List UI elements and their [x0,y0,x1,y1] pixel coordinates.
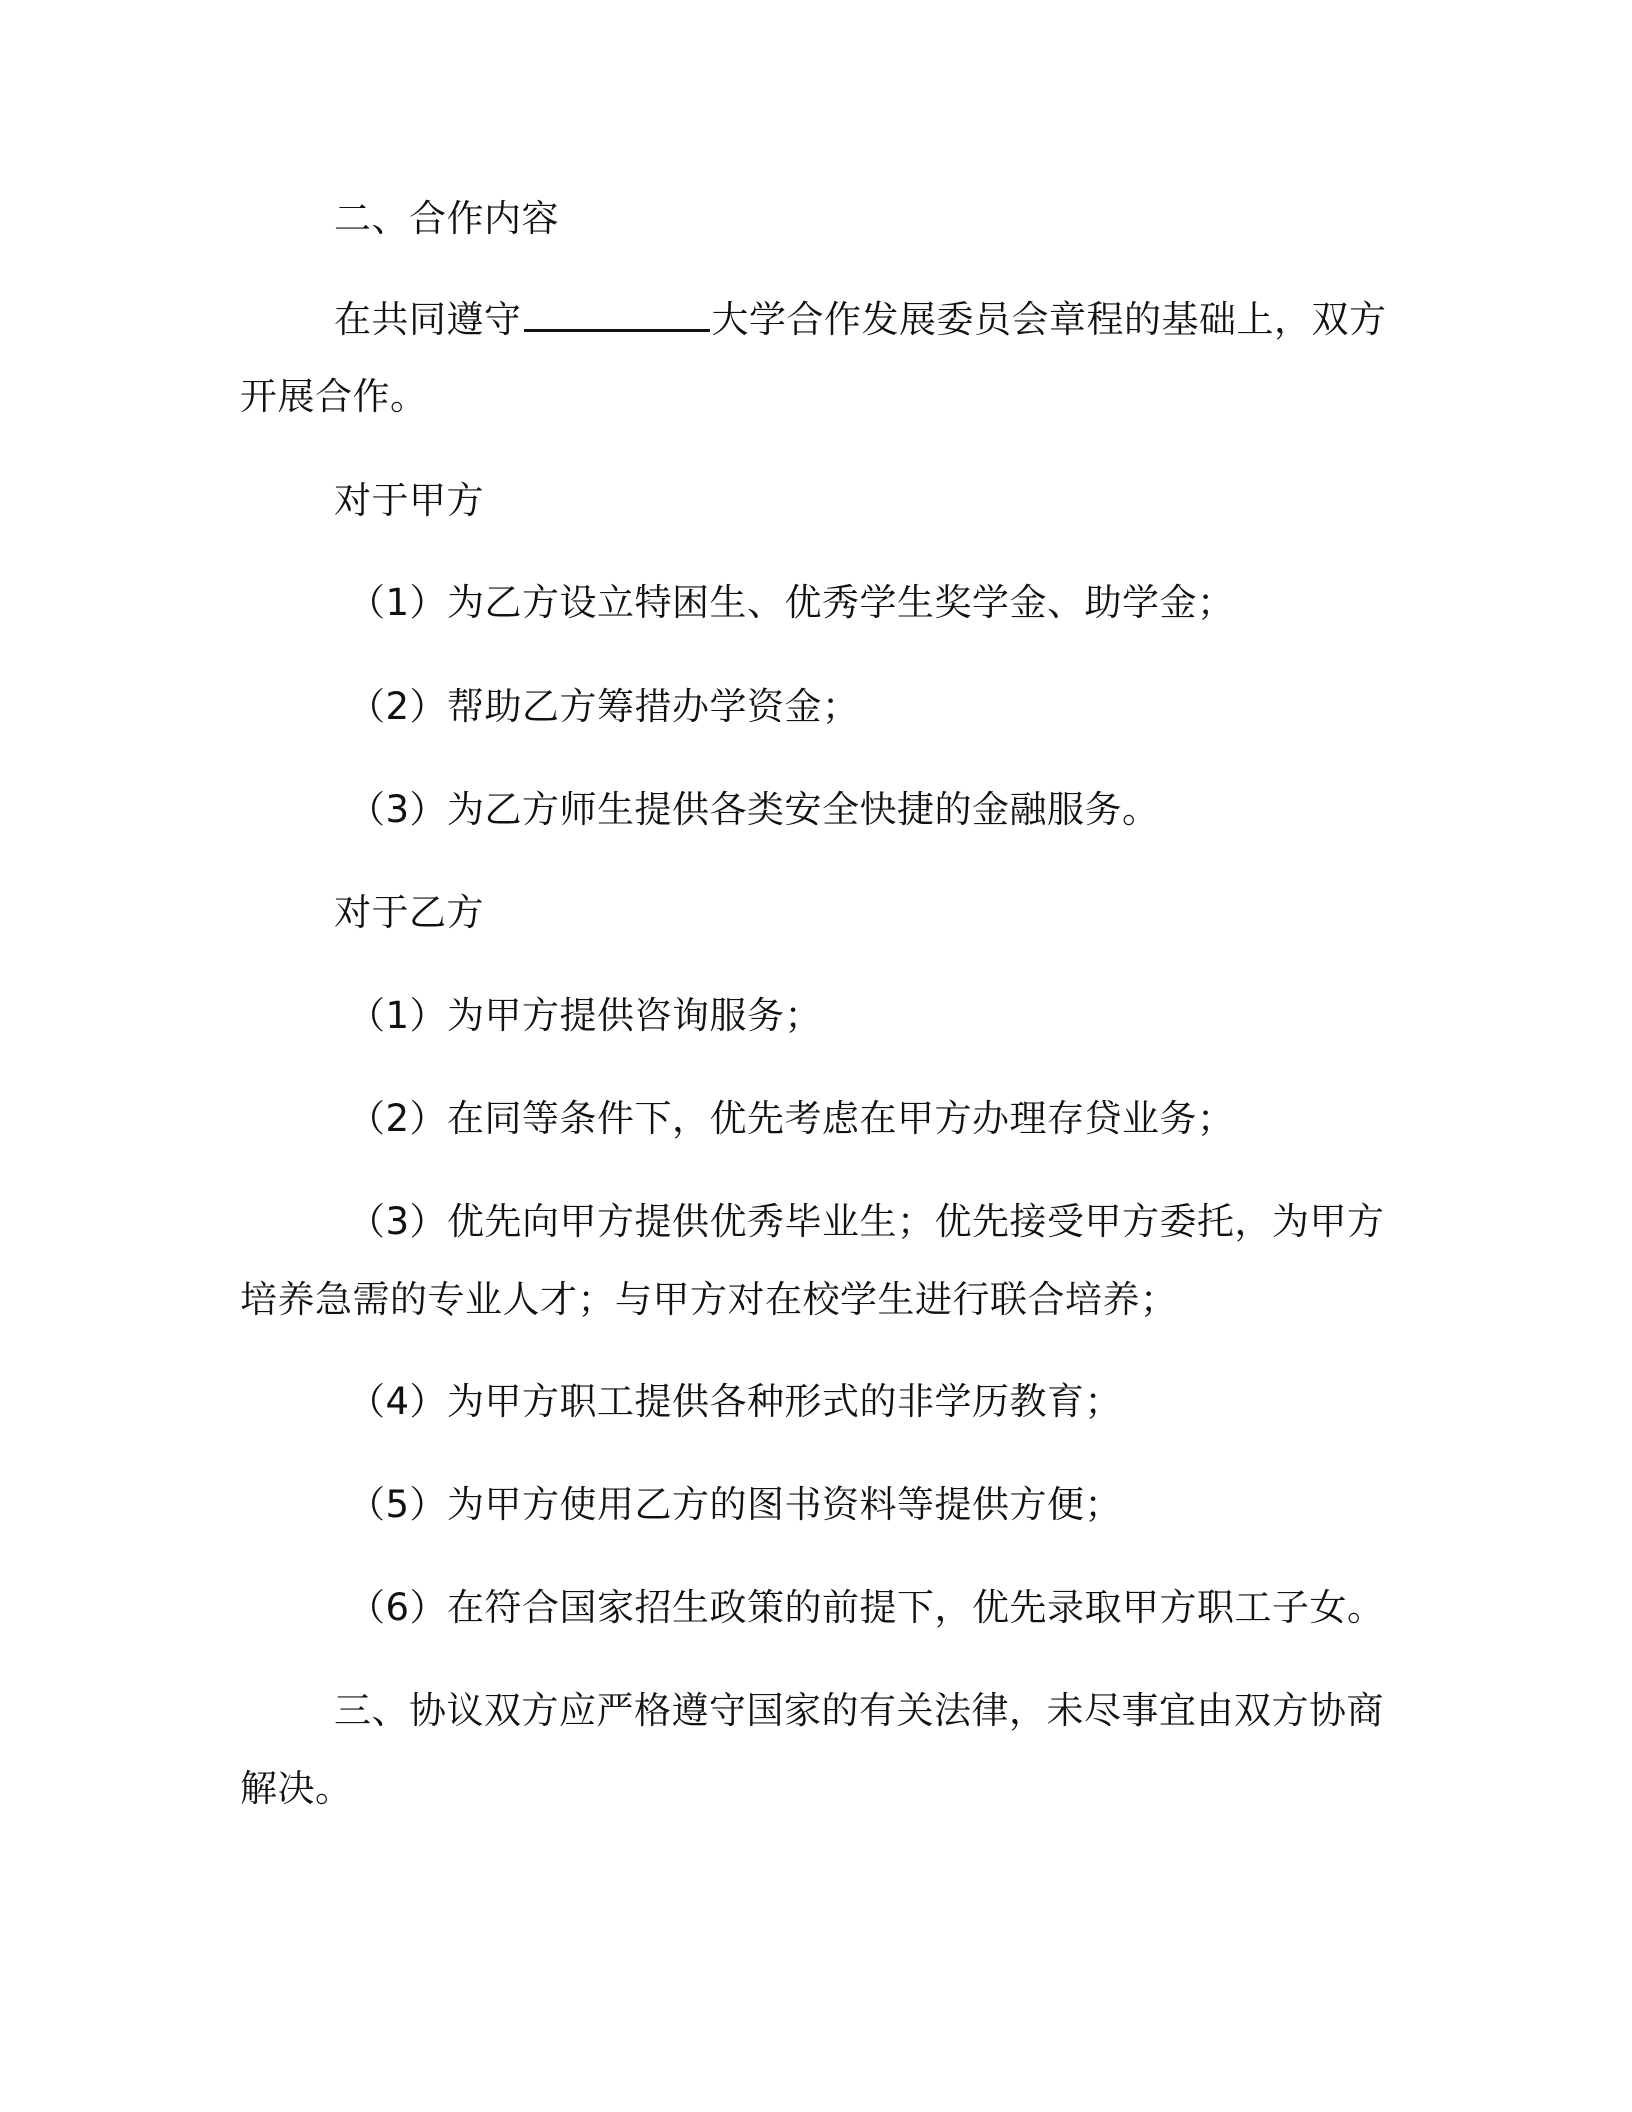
section-three-line-1: 三、协议双方应严格遵守国家的有关法律，未尽事宜由双方协商 [334,1689,1384,1732]
intro-text-after-blank: 大学合作发展委员会章程的基础上，双方 [711,298,1387,341]
intro-text-before-blank: 在共同遵守 [334,298,522,341]
party-b-item-3: （3）优先向甲方提供优秀毕业生；优先接受甲方委托，为甲方 [348,1200,1385,1243]
intro-paragraph-line-2: 开展合作。 [240,375,428,418]
party-b-item-6: （6）在符合国家招生政策的前提下，优先录取甲方职工子女。 [348,1586,1385,1629]
section-two-heading: 二、合作内容 [334,197,559,240]
party-b-item-1: （1）为甲方提供咨询服务； [348,994,823,1037]
party-a-heading: 对于甲方 [334,479,484,522]
fill-in-blank [524,299,710,332]
section-three-line-2: 解决。 [240,1767,353,1810]
party-a-item-3: （3）为乙方师生提供各类安全快捷的金融服务。 [348,788,1160,831]
party-a-item-2: （2）帮助乙方筹措办学资金； [348,685,860,728]
intro-paragraph-line-1 [334,297,1387,343]
party-b-heading: 对于乙方 [334,891,484,934]
party-a-item-1: （1）为乙方设立特困生、优秀学生奖学金、助学金； [348,581,1235,624]
party-b-item-3-continuation: 培养急需的专业人才；与甲方对在校学生进行联合培养； [240,1278,1178,1321]
party-b-item-4: （4）为甲方职工提供各种形式的非学历教育； [348,1380,1123,1423]
party-b-item-5: （5）为甲方使用乙方的图书资料等提供方便； [348,1483,1123,1526]
party-b-item-2: （2）在同等条件下，优先考虑在甲方办理存贷业务； [348,1097,1235,1140]
